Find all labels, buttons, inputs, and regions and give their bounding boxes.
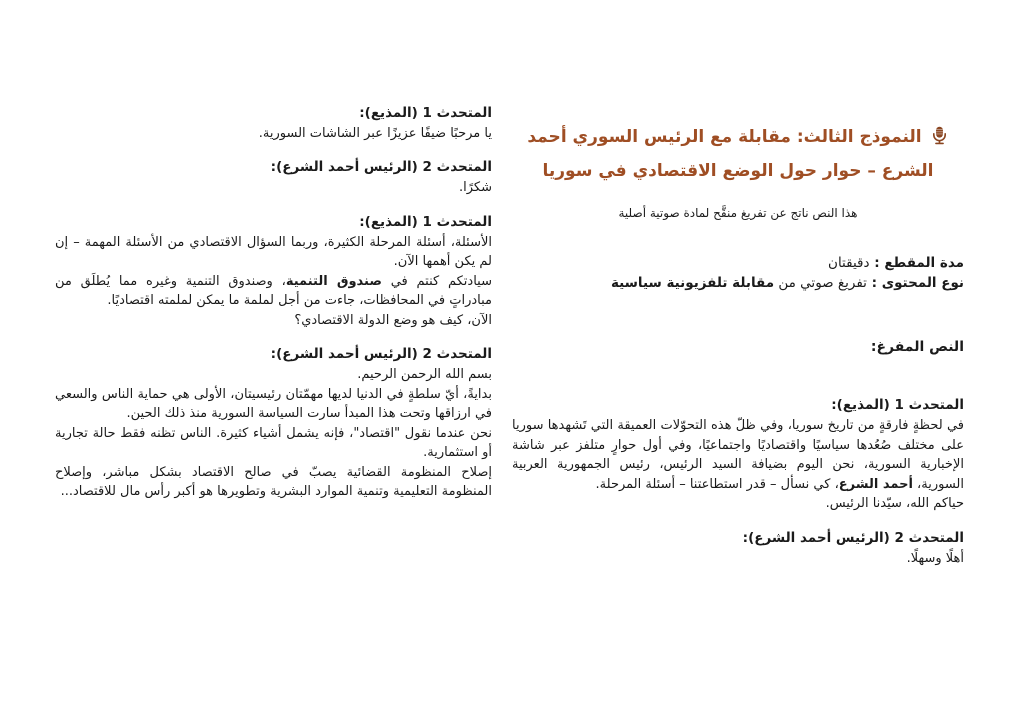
column-right bbox=[512, 100, 964, 582]
content-type-label: نوع المحتوى bbox=[881, 274, 964, 291]
transcript-turn bbox=[55, 157, 492, 197]
line-text: سيادتكم كنتم في bbox=[381, 273, 492, 289]
speaker-heading: المتحدث 2 (الرئيس أحمد الشرع): bbox=[270, 346, 492, 363]
content-type-value-plain: تفريغ صوتي من bbox=[774, 274, 867, 291]
content-type-line bbox=[512, 274, 964, 294]
two-column-layout bbox=[55, 100, 964, 582]
duration-value: دقيقتان bbox=[828, 255, 870, 272]
document-subtitle: هذا النص ناتج عن تفريغ منقَّح لمادة صوتية أصلية bbox=[618, 206, 858, 221]
transcript-line bbox=[55, 272, 492, 311]
transcript-turn bbox=[512, 395, 964, 513]
transcript-turn bbox=[512, 528, 964, 568]
transcript-line: نحن عندما نقول "اقتصاد"، فإنه يشمل أشياء كثيرة. الناس تظنه فقط حالة تجارية أو استثمارية. bbox=[55, 425, 492, 461]
transcript-line: بدايةً، أيّ سلطةٍ في الدنيا لديها مهمّتان رئيسيتان، الأولى هي حماية الناس والسعي في ارزاقها وتحت هذا المبدأ سارت السياسة السورية منذ ذلك الحين. bbox=[55, 386, 492, 422]
transcript-turn bbox=[55, 344, 492, 501]
transcript-right-column bbox=[512, 395, 964, 568]
transcript-line: شكرًا. bbox=[459, 180, 492, 196]
line-text: في لحظةٍ فارقةٍ من تاريخ سوريا، وفي ظلّ هذه التحوّلات العميقة التي تَشهدها سوريا على مختلف صُعُدها سياسيًا واقتصاديًا واجتماعيًا، وفي أول حوارٍ متلفز عبر شاشة الإخبارية السورية، نحن اليوم بضيافة السيد الرئيس، رئيس الجمهورية العربية السورية، bbox=[512, 418, 964, 492]
line-text: ، كي نسأل – قدر استطاعتنا – أسئلة المرحلة. bbox=[595, 476, 839, 492]
duration-line bbox=[512, 254, 964, 274]
speaker-heading: المتحدث 2 (الرئيس أحمد الشرع): bbox=[742, 529, 964, 546]
transcript-line: أهلًا وسهلًا. bbox=[906, 550, 964, 566]
line-text-bold: أحمد الشرع bbox=[838, 476, 913, 492]
speaker-heading: المتحدث 2 (الرئيس أحمد الشرع): bbox=[270, 159, 492, 176]
transcript-line: بسم الله الرحمن الرحيم. bbox=[357, 367, 492, 383]
document-title bbox=[512, 122, 964, 186]
transcript-line: الأسئلة، أسئلة المرحلة الكثيرة، وربما السؤال الاقتصادي من الأسئلة المهمة – إن لم يكن أهمها الآن. bbox=[55, 234, 492, 270]
content-type-colon: : bbox=[866, 274, 882, 291]
column-left bbox=[55, 103, 492, 582]
transcript-turn bbox=[55, 212, 492, 330]
line-text: ، وصندوق التنمية وغيره مما يُطلَق من مبادراتٍ في المحافظات، جاءت من أجل لملمة ما يمكن لملمته اقتصاديًا. bbox=[55, 273, 492, 309]
duration-label: مدة المقطع bbox=[884, 255, 964, 272]
transcript-line: حياكم الله، سيّدنا الرئيس. bbox=[825, 496, 964, 512]
transcript-line bbox=[512, 416, 964, 494]
transcript-section-label: النص المفرغ: bbox=[870, 339, 964, 356]
transcript-line: إصلاح المنظومة القضائية يصبّ في صالح الاقتصاد بشكل مباشر، وإصلاح المنظومة التعليمية وتنمية الموارد البشرية وتطويرها هو أكبر رأس مال للاقتصاد... bbox=[55, 464, 492, 500]
transcript-line: الآن، كيف هو وضع الدولة الاقتصادي؟ bbox=[294, 312, 492, 328]
transcript-line: يا مرحبًا ضيفًا عزيزًا عبر الشاشات السورية. bbox=[258, 125, 492, 141]
metadata-block bbox=[512, 254, 964, 293]
title-text: النموذج الثالث: مقابلة مع الرئيس السوري أحمد الشرع – حوار حول الوضع الاقتصادي في سوريا bbox=[527, 127, 934, 181]
speaker-heading: المتحدث 1 (المذيع): bbox=[831, 397, 964, 414]
line-text-bold: صندوق التنمية bbox=[285, 273, 382, 289]
duration-colon: : bbox=[869, 255, 885, 272]
speaker-heading: المتحدث 1 (المذيع): bbox=[359, 213, 492, 230]
content-type-value-bold: مقابلة تلفزيونية سياسية bbox=[610, 274, 775, 291]
transcript-turn bbox=[55, 103, 492, 143]
studio-microphone-icon bbox=[930, 125, 949, 156]
speaker-heading: المتحدث 1 (المذيع): bbox=[359, 105, 492, 121]
